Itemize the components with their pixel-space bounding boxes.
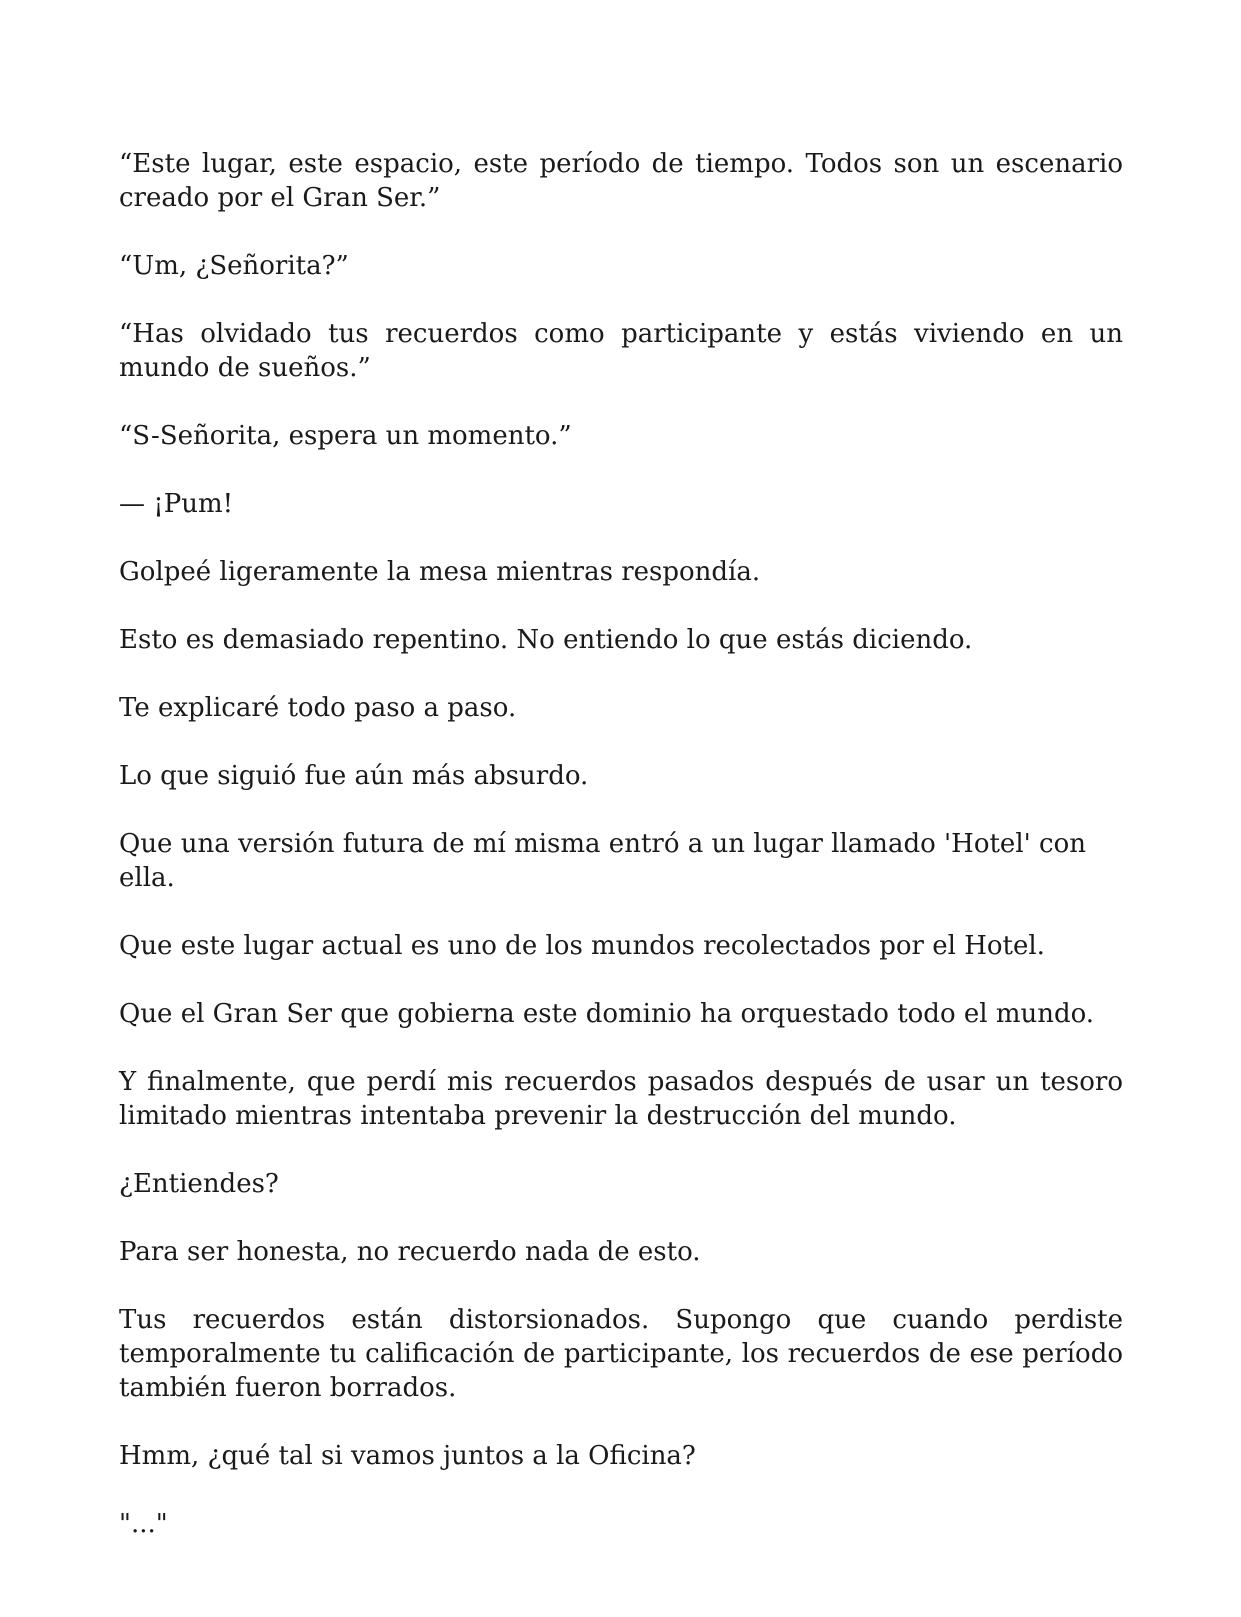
paragraph-5: — ¡Pum! (119, 489, 234, 519)
paragraph-11: Que este lugar actual es uno de los mundos recolectados por el Hotel. (119, 931, 1045, 961)
paragraph-18: "..." (119, 1509, 168, 1539)
paragraph-12: Que el Gran Ser que gobierna este dominio ha orquestado todo el mundo. (119, 999, 1095, 1029)
paragraph-4: “S-Señorita, espera un momento.” (119, 421, 572, 451)
paragraph-8: Te explicaré todo paso a paso. (119, 693, 517, 723)
paragraph-3: “Has olvidado tus recuerdos como participante y estás viviendo en un mundo de sueños.” (119, 319, 1123, 383)
paragraph-6: Golpeé ligeramente la mesa mientras respondía. (119, 557, 761, 587)
paragraph-16: Tus recuerdos están distorsionados. Supongo que cuando perdiste temporalmente tu calificación de participante, los recuerdos de ese período también fueron borrados. (119, 1305, 1123, 1403)
document-body (119, 147, 1123, 1575)
paragraph-10: Que una versión futura de mí misma entró a un lugar llamado 'Hotel' con ella. (119, 829, 1087, 893)
paragraph-15: Para ser honesta, no recuerdo nada de esto. (119, 1237, 701, 1267)
paragraph-14: ¿Entiendes? (119, 1169, 279, 1199)
paragraph-9: Lo que siguió fue aún más absurdo. (119, 761, 589, 791)
paragraph-7: Esto es demasiado repentino. No entiendo lo que estás diciendo. (119, 625, 973, 655)
paragraph-17: Hmm, ¿qué tal si vamos juntos a la Oficina? (119, 1441, 696, 1471)
paragraph-13: Y finalmente, que perdí mis recuerdos pasados después de usar un tesoro limitado mientras intentaba prevenir la destrucción del mundo. (119, 1067, 1123, 1131)
paragraph-1: “Este lugar, este espacio, este período de tiempo. Todos son un escenario creado por el Gran Ser.” (119, 149, 1123, 213)
paragraph-2: “Um, ¿Señorita?” (119, 251, 349, 281)
